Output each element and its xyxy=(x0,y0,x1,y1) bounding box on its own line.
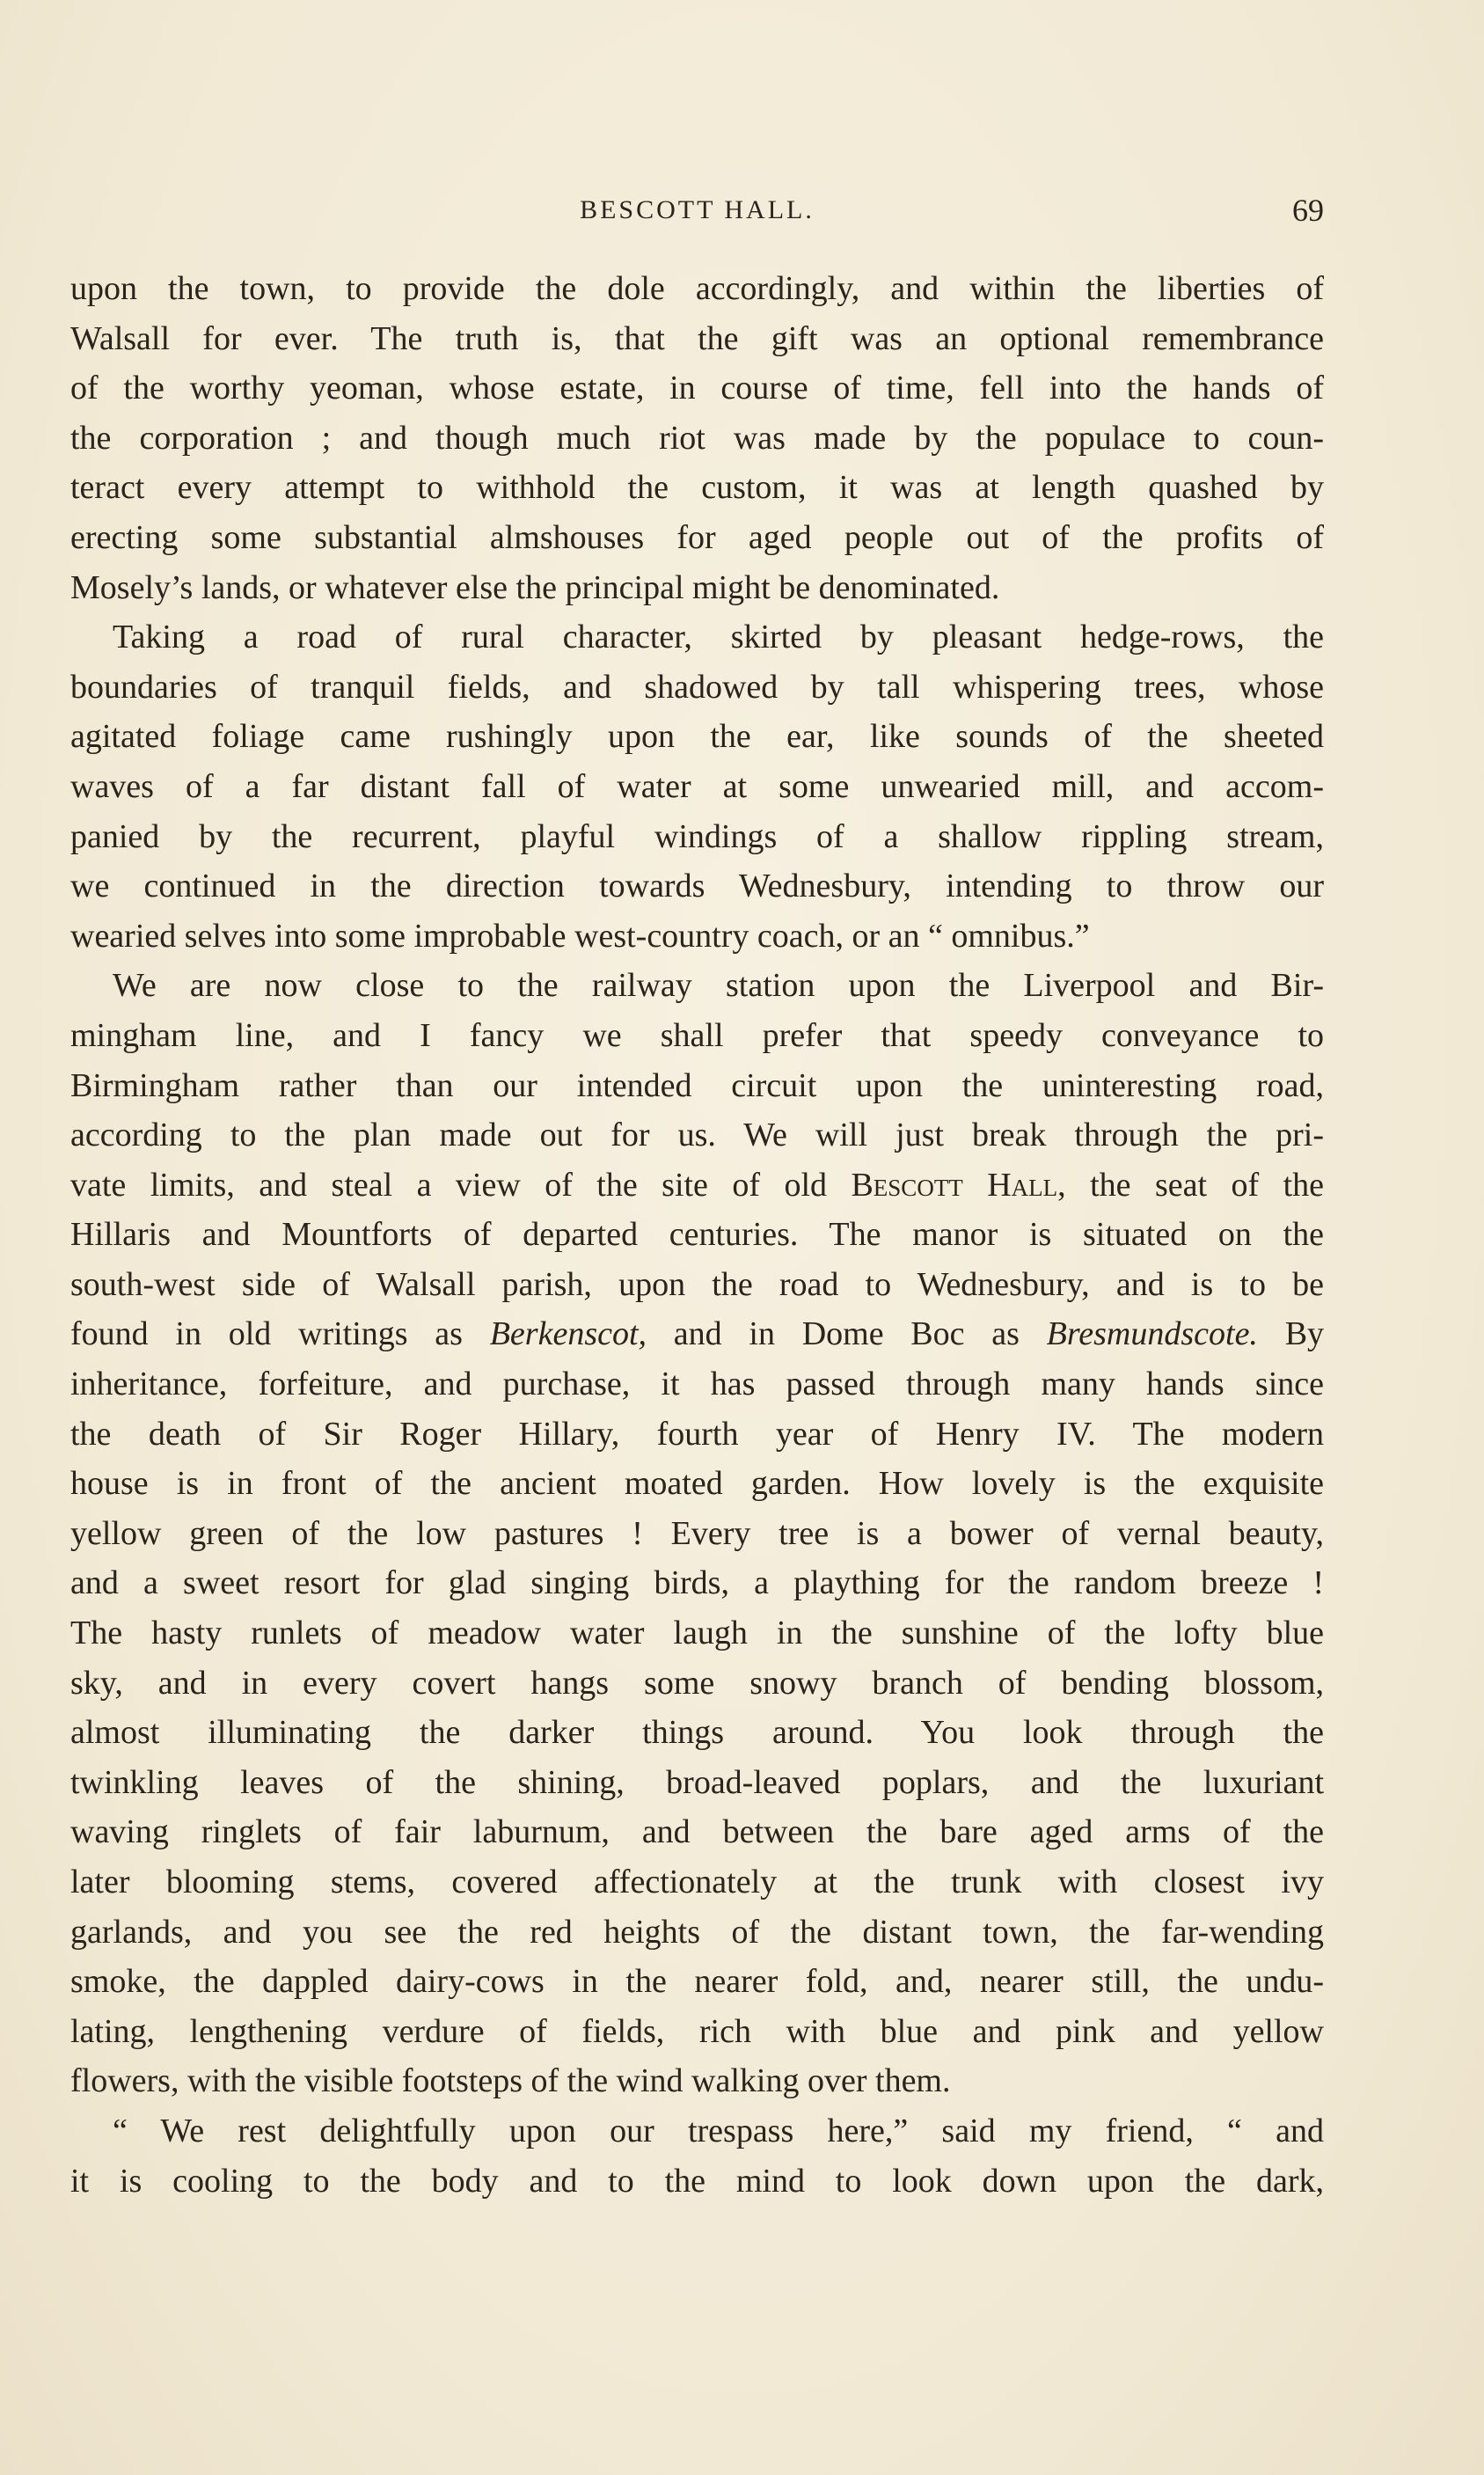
text-line: yellow green of the low pastures ! Every tree is a bower of vernal beauty, xyxy=(70,1514,1324,1552)
text-line: upon the town, to provide the dole accordingly, and within the liberties of xyxy=(70,270,1324,307)
text-line: later blooming stems, covered affectionately at the trunk with closest ivy xyxy=(70,1864,1324,1900)
text-line: inheritance, forfeiture, and purchase, it has passed through many hands since xyxy=(70,1366,1324,1403)
text-line-with-italics xyxy=(70,1309,1324,1359)
text-line: teract every attempt to withhold the custom, it was at length quashed by xyxy=(70,469,1324,507)
text-line: south-west side of Walsall parish, upon the road to Wednesbury, and is to be xyxy=(70,1265,1324,1303)
text-segment: vate limits, and steal a view of the site of old xyxy=(70,1166,828,1204)
text-line: the death of Sir Roger Hillary, fourth year of Henry IV. The modern xyxy=(70,1415,1324,1453)
text-line: waves of a far distant fall of water at some unwearied mill, and accom- xyxy=(70,767,1324,805)
running-title: BESCOTT HALL. xyxy=(580,195,815,224)
italic-name: Bresmundscote. xyxy=(1046,1315,1258,1353)
text-line: erecting some substantial almshouses for aged people out of the profits of xyxy=(70,518,1324,556)
page-header xyxy=(70,192,1324,236)
text-segment: By xyxy=(1284,1315,1324,1353)
text-line: flowers, with the visible footsteps of the wind walking over them. xyxy=(70,2062,951,2100)
text-segment: and in Dome Boc as xyxy=(673,1315,1020,1353)
text-line: according to the plan made out for us. We will just break through the pri- xyxy=(70,1117,1324,1154)
text-segment: the seat of the xyxy=(1090,1166,1324,1204)
body-text xyxy=(70,264,1324,2206)
text-line: Walsall for ever. The truth is, that the gift was an optional remembrance xyxy=(70,319,1324,357)
text-line: it is cooling to the body and to the mind to look down upon the dark, xyxy=(70,2162,1324,2200)
italic-name: Berkenscot, xyxy=(489,1315,647,1353)
text-segment: found in old writings as xyxy=(70,1315,463,1353)
text-line: boundaries of tranquil fields, and shadowed by tall whispering trees, whose xyxy=(70,668,1324,706)
text-line-with-small-caps xyxy=(70,1161,1324,1211)
text-line: and a sweet resort for glad singing birds, a plaything for the random breeze ! xyxy=(70,1564,1324,1602)
text-line: Birmingham rather than our intended circuit upon the uninteresting road, xyxy=(70,1066,1324,1104)
text-line: The hasty runlets of meadow water laugh in the sunshine of the lofty blue xyxy=(70,1615,1324,1652)
text-line: sky, and in every covert hangs some snowy branch of bending blossom, xyxy=(70,1664,1324,1702)
page-number: 69 xyxy=(1292,193,1324,228)
text-line: “ We rest delightfully upon our trespass here,” said my friend, “ and xyxy=(113,2112,1324,2149)
text-line: Hillaris and Mountforts of departed centuries. The manor is situated on the xyxy=(70,1216,1324,1254)
text-line: of the worthy yeoman, whose estate, in course of time, fell into the hands of xyxy=(70,370,1324,407)
text-line: garlands, and you see the red heights of the distant town, the far-wending xyxy=(70,1913,1324,1951)
text-line: panied by the recurrent, playful windings of a shallow rippling stream, xyxy=(70,817,1324,855)
text-line: house is in front of the ancient moated garden. How lovely is the exquisite xyxy=(70,1465,1324,1503)
text-line: Taking a road of rural character, skirted by pleasant hedge-rows, the xyxy=(113,619,1324,656)
text-line: smoke, the dappled dairy-cows in the nearer fold, and, nearer still, the undu- xyxy=(70,1963,1324,2001)
text-line: we continued in the direction towards Wednesbury, intending to throw our xyxy=(70,868,1324,905)
text-line: agitated foliage came rushingly upon the ear, like sounds of the sheeted xyxy=(70,718,1324,756)
text-line: almost illuminating the darker things around. You look through the xyxy=(70,1714,1324,1752)
text-line: waving ringlets of fair laburnum, and between the bare aged arms of the xyxy=(70,1813,1324,1851)
text-line: wearied selves into some improbable west-country coach, or an “ omnibus.” xyxy=(70,917,1090,955)
text-line: We are now close to the railway station upon the Liverpool and Bir- xyxy=(113,967,1324,1005)
text-line: the corporation ; and though much riot was made by the populace to coun- xyxy=(70,419,1324,457)
text-line: twinkling leaves of the shining, broad-leaved poplars, and the luxuriant xyxy=(70,1763,1324,1801)
text-line: lating, lengthening verdure of fields, rich with blue and pink and yellow xyxy=(70,2012,1324,2050)
text-line: Mosely’s lands, or whatever else the principal might be denominated. xyxy=(70,568,1000,606)
place-name-small-caps: Bescott Hall, xyxy=(851,1166,1066,1204)
text-line: mingham line, and I fancy we shall prefer that speedy conveyance to xyxy=(70,1016,1324,1054)
